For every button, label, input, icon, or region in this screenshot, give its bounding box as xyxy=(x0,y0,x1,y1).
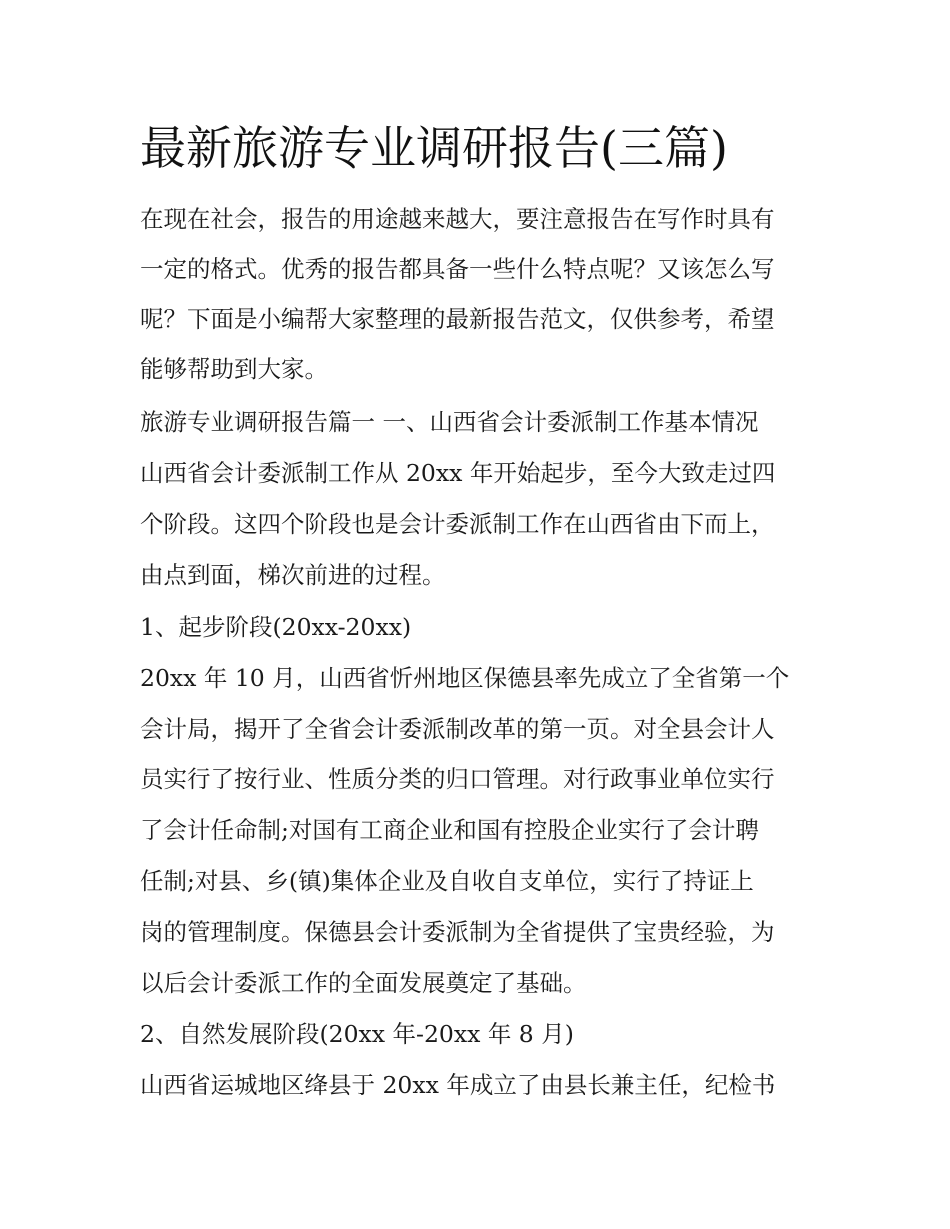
body-line: 个阶段。这四个阶段也是会计委派制工作在山西省由下而上， xyxy=(140,510,775,538)
body-line: 由点到面，梯次前进的过程。 xyxy=(140,561,446,589)
body-line: 山西省会计委派制工作从 20xx 年开始起步，至今大致走过四 xyxy=(140,459,776,487)
body-line: 员实行了按行业、性质分类的归口管理。对行政事业单位实行 xyxy=(140,765,775,793)
body-line: 任制;对县、乡(镇)集体企业及自收自支单位，实行了持证上 xyxy=(140,867,754,895)
body-line: 会计局，揭开了全省会计委派制改革的第一页。对全县会计人 xyxy=(140,715,775,743)
body-line: 一定的格式。优秀的报告都具备一些什么特点呢？又该怎么写 xyxy=(140,255,775,283)
body-line: 以后会计委派工作的全面发展奠定了基础。 xyxy=(140,969,587,997)
body-line: 了会计任命制;对国有工商企业和国有控股企业实行了会计聘 xyxy=(140,816,759,844)
body-line: 能够帮助到大家。 xyxy=(140,355,328,383)
subsection-heading: 2、自然发展阶段(20xx 年-20xx 年 8 月) xyxy=(140,1020,574,1048)
subsection-heading: 1、起步阶段(20xx-20xx) xyxy=(140,613,412,641)
body-line: 20xx 年 10 月，山西省忻州地区保德县率先成立了全省第一个 xyxy=(140,664,790,692)
section-heading: 旅游专业调研报告篇一 一、山西省会计委派制工作基本情况 xyxy=(140,408,759,436)
body-line: 在现在社会，报告的用途越来越大，要注意报告在写作时具有 xyxy=(140,205,775,233)
body-line: 山西省运城地区绛县于 20xx 年成立了由县长兼主任，纪检书 xyxy=(140,1071,776,1099)
body-line: 呢？下面是小编帮大家整理的最新报告范文，仅供参考，希望 xyxy=(140,305,775,333)
document-title: 最新旅游专业调研报告(三篇) xyxy=(140,121,728,175)
body-line: 岗的管理制度。保德县会计委派制为全省提供了宝贵经验，为 xyxy=(140,918,775,946)
